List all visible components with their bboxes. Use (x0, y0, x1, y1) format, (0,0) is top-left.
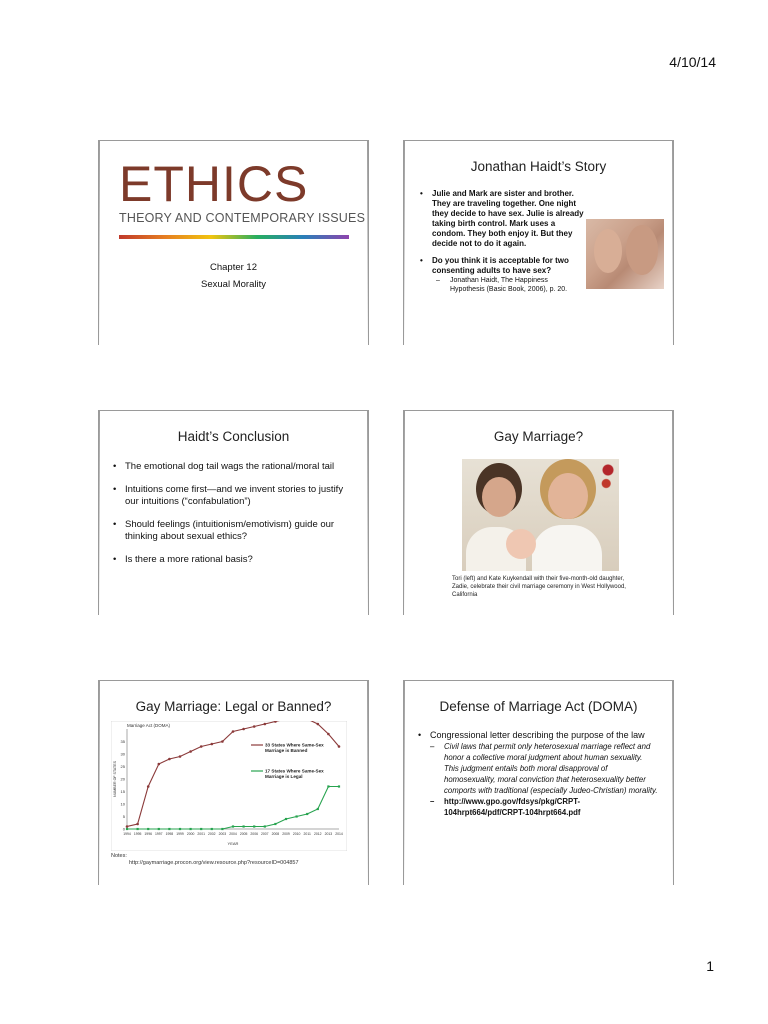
x-tick-label: 2003 (218, 832, 227, 836)
citation: – Jonathan Haidt, The Happiness Hypothesis (Basic Book, 2006), p. 20. (436, 276, 584, 294)
x-tick-label: 2006 (250, 832, 258, 836)
page-date: 4/10/14 (669, 54, 716, 70)
chapter-topic: Sexual Morality (201, 279, 266, 290)
x-tick-label: 2014 (335, 832, 343, 836)
chart-notes (111, 853, 299, 867)
chart-title: Marriage Act (DOMA) (127, 723, 171, 728)
series-point-1 (126, 828, 128, 830)
series-point-0 (147, 785, 150, 788)
bullet-item: • Is there a more rational basis? (113, 554, 349, 567)
series-point-1 (306, 813, 308, 815)
x-tick-label: 1995 (133, 832, 142, 836)
x-tick-label: 2000 (186, 832, 195, 836)
slide-doma (403, 680, 674, 885)
states-line-chart (111, 721, 347, 851)
series-point-1 (274, 823, 276, 825)
series-point-1 (137, 828, 139, 830)
series-point-0 (168, 758, 171, 761)
x-tick-label: 2012 (314, 832, 322, 836)
y-tick-label: 25 (120, 764, 125, 769)
rainbow-divider (119, 235, 349, 239)
slide-legal-or-banned (98, 680, 369, 885)
series-point-1 (264, 825, 266, 827)
series-point-1 (253, 825, 255, 827)
y-tick-label: 5 (122, 814, 125, 819)
x-tick-label: 2002 (208, 832, 216, 836)
x-tick-label: 2004 (229, 832, 237, 836)
y-tick-label: 35 (120, 739, 125, 744)
series-point-0 (158, 763, 161, 766)
bullet-list (113, 461, 349, 576)
x-tick-label: 1996 (144, 832, 152, 836)
slide-haidt-story (403, 140, 674, 345)
y-tick-label: 15 (120, 789, 125, 794)
bullet-item: • Do you think it is acceptable for two consenting adults to have sex? – Jonathan Haidt, The Happiness Hypothesis (Basic Book, 2006), p. 20. (420, 256, 584, 294)
doma-quote: – Civil laws that permit only heterosexual marriage reflect and honor a collective moral judgment about human sexuality. This judgment entails both moral disapproval of homosexuality, moral conviction that heterosexuality better comports with traditional (especially Judeo-Christian) morality. (430, 741, 658, 796)
faces-photo (586, 219, 664, 289)
x-tick-label: 2013 (324, 832, 333, 836)
series-point-0 (242, 728, 245, 731)
x-tick-label: 2005 (239, 832, 248, 836)
series-point-0 (232, 730, 235, 733)
photo-caption: Tori (left) and Kate Kuykendall with their five-month-old daughter, Zadie, celebrate their civil marriage ceremony in West Hollywood, California (452, 576, 626, 598)
y-tick-label: 0 (122, 826, 125, 832)
x-tick-label: 2009 (282, 832, 290, 836)
series-point-1 (168, 828, 170, 830)
x-tick-label: 2001 (197, 832, 205, 836)
bullet-item: • Should feelings (intuitionism/emotivism) guide our thinking about sexual ethics? (113, 519, 349, 544)
x-tick-label: 2011 (303, 832, 311, 836)
series-point-1 (179, 828, 181, 830)
doma-link[interactable]: – http://www.gpo.gov/fdsys/pkg/CRPT-104hrpt664/pdf/CRPT-104hrpt664.pdf (430, 796, 658, 818)
legend-label-0: 33 States Where Same-Sex Marriage is Banned (265, 742, 324, 753)
slide-gay-marriage (403, 410, 674, 615)
series-point-1 (158, 828, 160, 830)
x-tick-label: 1994 (123, 832, 131, 836)
x-tick-label: 2007 (261, 832, 269, 836)
ethics-logo-subtitle: THEORY AND CONTEMPORARY ISSUES (119, 211, 366, 225)
x-axis-label: YEAR (227, 841, 239, 846)
series-point-1 (285, 818, 287, 820)
slide-title: Gay Marriage: Legal or Banned? (135, 699, 332, 714)
ethics-logo-word: ETHICS (119, 156, 309, 212)
x-tick-label: 1997 (155, 832, 163, 836)
x-tick-label: 2008 (271, 832, 280, 836)
bullet-list (420, 189, 584, 301)
series-point-1 (232, 825, 234, 827)
bullet-item: • Congressional letter describing the purpose of the law – Civil laws that permit only heterosexual marriage reflect and honor a collective moral judgment about human sexuality. This judgment entails both moral disapproval of homosexuality, moral conviction that heterosexuality better comports with traditional (especially Judeo-Christian) morality. – http://www.gpo.gov/fdsys/pkg/CRPT-104hrpt664/pdf/CRPT-104hrpt664.pdf (418, 729, 658, 818)
notes-url: http://gaymarriage.procon.org/view.resource.php?resourceID=004857 (129, 860, 299, 866)
series-point-0 (264, 723, 267, 726)
bullet-item: • The emotional dog tail wags the rational/moral tail (113, 461, 349, 474)
series-point-1 (221, 828, 223, 830)
series-point-0 (126, 825, 129, 828)
series-point-0 (327, 733, 330, 736)
x-tick-label: 1999 (176, 832, 184, 836)
series-point-0 (221, 740, 224, 743)
series-point-1 (243, 825, 245, 827)
series-point-0 (179, 755, 182, 758)
bullet-list (418, 729, 658, 818)
series-point-1 (211, 828, 213, 830)
slide-title: Haidt’s Conclusion (177, 429, 290, 444)
x-tick-label: 2010 (292, 832, 301, 836)
series-point-1 (190, 828, 192, 830)
page-number: 1 (706, 958, 714, 974)
series-point-0 (338, 745, 341, 748)
y-tick-label: 20 (120, 776, 125, 782)
series-point-0 (200, 745, 203, 748)
slide-title: Jonathan Haidt’s Story (470, 159, 607, 174)
series-point-1 (317, 808, 319, 810)
series-point-0 (136, 823, 139, 826)
notes-label: Notes: (111, 853, 127, 859)
chapter-label: Chapter 12 (209, 262, 257, 273)
slide-title: Defense of Marriage Act (DOMA) (439, 699, 638, 714)
legend-label-1: 17 States Where Same-Sex Marriage is Legal (265, 768, 324, 779)
slide-title: Gay Marriage? (493, 429, 584, 444)
y-tick-label: 30 (120, 751, 125, 757)
x-tick-label: 1998 (165, 832, 174, 836)
slide-haidt-conclusion (98, 410, 369, 615)
slide-title-ethics (98, 140, 369, 345)
series-point-0 (317, 723, 320, 726)
series-point-1 (338, 785, 340, 787)
series-point-1 (327, 785, 329, 787)
bullet-item: • Intuitions come first—and we invent stories to justify our intuitions (“confabulation”) (113, 484, 349, 509)
series-point-1 (296, 815, 298, 817)
series-point-0 (253, 725, 256, 728)
couple-photo (462, 459, 619, 571)
series-point-1 (200, 828, 202, 830)
y-tick-label: 10 (120, 801, 125, 807)
y-axis-label: NUMBER OF STATES (113, 760, 117, 798)
series-point-0 (211, 743, 214, 746)
series-point-1 (147, 828, 149, 830)
bullet-item: • Julie and Mark are sister and brother. They are traveling together. One night they decide to have sex. Julie is already taking birth control. Mark uses a condom. They both enjoy it. But they decide not to do it again. (420, 189, 584, 249)
series-point-0 (189, 750, 192, 753)
